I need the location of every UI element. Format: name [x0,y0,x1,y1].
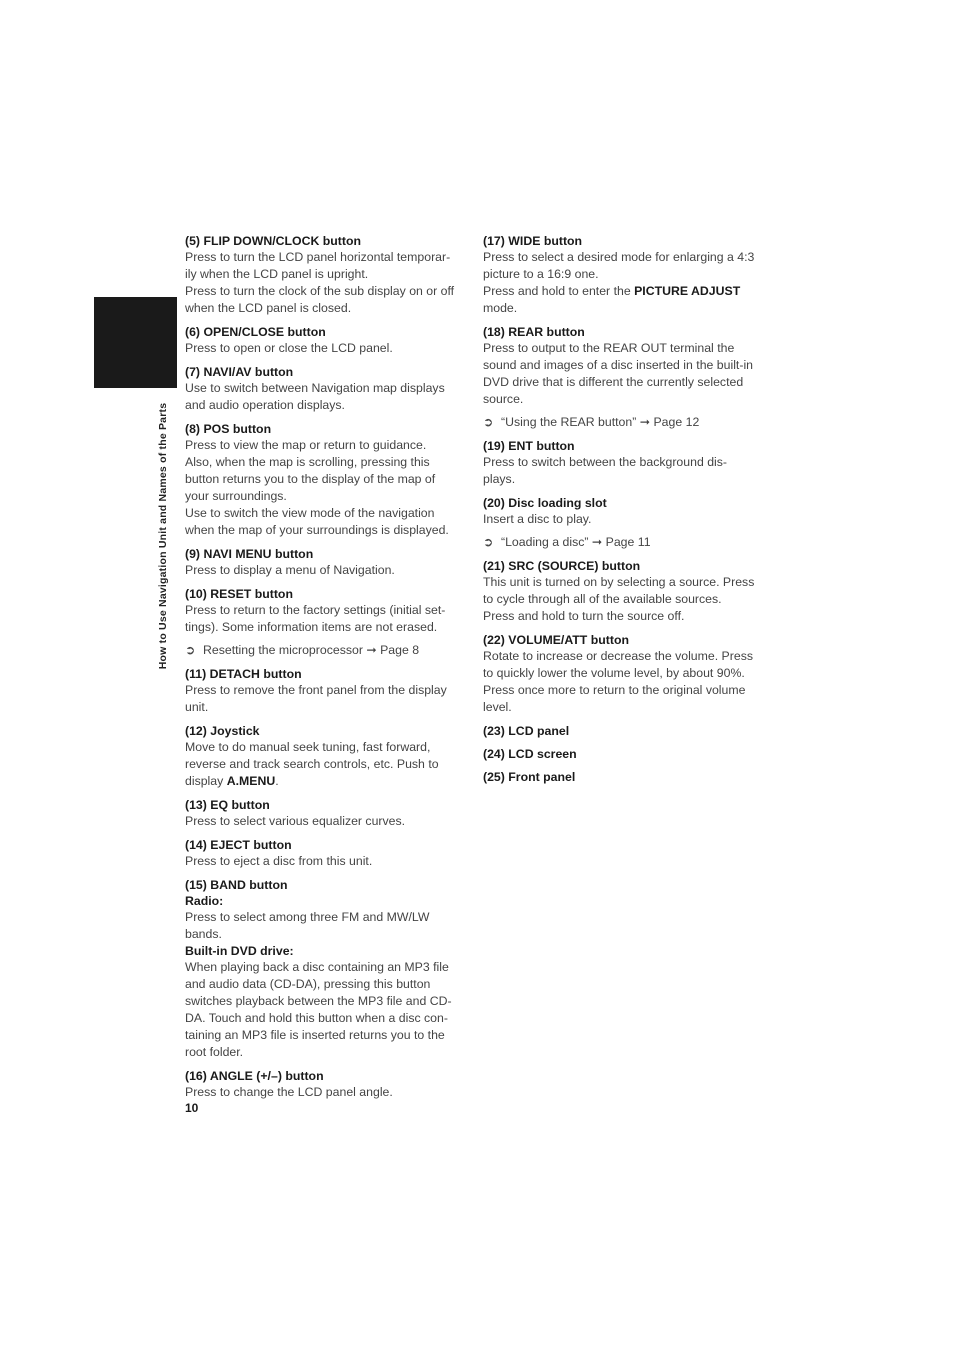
entry-name: FLIP DOWN/CLOCK [203,234,320,248]
entry-name: POS [203,422,230,436]
entry-item [185,234,459,317]
reference-text: “Using the REAR button” [501,415,637,429]
entry-text-body: Press to display a menu of Navigation. [185,563,395,577]
entry-suffix: button [281,1069,324,1083]
entry-text [185,249,459,283]
entry-name: LCD [508,747,534,761]
entry-suffix: button [245,878,288,892]
entry-item [185,667,459,716]
entry-text-body: Press to remove the front panel from the display unit. [185,683,447,714]
entry-heading [185,587,459,602]
entry-heading [483,559,757,574]
entry-text-body: Press to change the LCD panel angle. [185,1085,393,1099]
entry-suffix: button [229,422,272,436]
entry-text-body: Rotate to increase or decrease the volume. Press to quickly lower the volume level, by about 90%. Press once more to return to the original volume level. [483,649,753,714]
entry-name: ANGLE (+/–) [209,1069,282,1083]
entry-suffix: button [532,439,575,453]
entry-number: (8) [185,422,204,436]
entry-name: VOLUME/ATT [508,633,588,647]
entry-number: (22) [483,633,509,647]
entry-item [483,559,757,625]
entry-number: (19) [483,439,509,453]
entry-text [185,454,459,505]
entry-suffix: button [598,559,641,573]
entry-name: NAVI/AV [203,365,252,379]
entry-text-body: Also, when the map is scrolling, pressing this button returns you to the display of the map of your surroundings. [185,455,436,503]
entry-text-body: Press to turn the LCD panel horizontal temporar-ily when the LCD panel is upright. [185,250,451,281]
entry-text [185,562,459,579]
sub-heading: Radio: [185,894,224,908]
entry-suffix: button [284,325,326,339]
entry-number: (16) [185,1069,210,1083]
page-reference [483,414,757,431]
entry-item [483,747,757,762]
entry-number: (6) [185,325,204,339]
entry-heading [185,325,459,340]
entry-text-body: Press to switch between the background dis-plays. [483,455,728,486]
entry-text-body: Press and hold to turn the source off. [483,609,685,623]
entry-suffix: button [319,234,362,248]
entry-name: BAND [210,878,246,892]
entry-text [483,608,757,625]
entry-name: REAR [508,325,544,339]
entry-suffix: button [228,798,270,812]
entry-heading [483,747,757,762]
reference-page: ➞ Page 11 [591,535,651,549]
page-reference [483,534,757,551]
entry-number: (20) [483,496,509,510]
entry-text-body: Press to view the map or return to guidance. [185,438,427,452]
left-column [185,234,459,1109]
entry-heading [185,234,459,249]
entry-number: (15) [185,878,211,892]
entry-suffix: panel [533,724,570,738]
entry-item [185,422,459,539]
entry-text-body: Press to eject a disc from this unit. [185,854,373,868]
entry-suffix: button [259,667,302,681]
entry-number: (21) [483,559,509,573]
reference-text: Resetting the microprocessor [203,643,363,657]
entry-text [185,505,459,539]
entry-name: WIDE [508,234,541,248]
entry-text [185,340,459,357]
entry-text [185,283,459,317]
entry-text-body: Use to switch between Navigation map displays and audio operation displays. [185,381,445,412]
entry-name: NAVI MENU [203,547,272,561]
entry-heading [185,667,459,682]
entry-item [483,234,757,317]
entry-item [185,547,459,579]
entry-number: (23) [483,724,509,738]
page-reference [185,642,459,659]
entry-text-body: Press to select a desired mode for enlarging a 4:3 picture to a 16:9 one. [483,250,755,281]
entry-text [185,739,459,790]
entry-name: Disc loading slot [508,496,607,510]
entry-text-body: Insert a disc to play. [483,512,592,526]
entry-suffix: button [540,234,583,248]
entry-heading [483,234,757,249]
entry-suffix: panel [539,770,576,784]
entry-text [483,454,757,488]
entry-suffix: button [251,365,294,379]
reference-page: ➞ Page 12 [639,415,700,429]
entry-text [483,574,757,608]
entry-suffix: button [587,633,629,647]
entry-heading [483,724,757,739]
entry-text [483,249,757,283]
entry-name: Joystick [210,724,260,738]
entry-heading [185,1069,459,1084]
entry-suffix: button [543,325,585,339]
entry-item [483,325,757,431]
entry-suffix: button [249,838,292,852]
entry-number: (5) [185,234,204,248]
entry-heading [185,422,459,437]
entry-name: OPEN/CLOSE [203,325,285,339]
entry-text [185,380,459,414]
reference-arrow-icon: ➲ [483,535,494,549]
entry-text-body: Press to turn the clock of the sub display on or off when the LCD panel is closed. [185,284,455,315]
entry-heading [185,365,459,380]
entry-heading [185,878,459,893]
entry-text: Press to select among three FM and MW/LW bands. [185,910,430,941]
reference-arrow-icon: ➲ [483,415,494,429]
entry-item [483,496,757,551]
entry-suffix: button [271,547,314,561]
entry-text: When playing back a disc containing an MP3 file and audio data (CD-DA), pressing this button switches playback between the MP3 file and CD-DA. Touch and hold this button when a disc con-taining an MP3 file is inserted returns you to the root folder. [185,960,452,1059]
entry-text-bold: A.MENU [226,774,276,788]
entry-number: (25) [483,770,509,784]
reference-text: “Loading a disc” [501,535,589,549]
entry-heading [483,439,757,454]
entry-number: (11) [185,667,210,681]
entry-item [483,770,757,785]
entry-item [185,878,459,1061]
entry-number: (12) [185,724,211,738]
entry-text [483,283,757,317]
reference-page: ➞ Page 8 [366,643,420,657]
entry-text-body: This unit is turned on by selecting a source. Press to cycle through all of the available sources. [483,575,755,606]
entry-item [185,798,459,830]
entry-text [483,648,757,716]
entry-suffix: button [251,587,293,601]
entry-item [185,1069,459,1101]
section-title: How to Use Navigation Unit and Names of the Parts [157,402,169,670]
entry-heading [185,798,459,813]
entry-text-body: Press to open or close the LCD panel. [185,341,393,355]
entry-heading [483,325,757,340]
entry-text [185,602,459,636]
entry-text-bold: PICTURE ADJUST [634,284,741,298]
entry-number: (10) [185,587,211,601]
entry-item [185,325,459,357]
entry-item [185,838,459,870]
entry-text-body: Move to do manual seek tuning, fast forward, reverse and track search controls, etc. Push to display [185,740,439,788]
entry-text [185,853,459,870]
entry-text-tail: mode. [483,301,518,315]
entry-heading [185,838,459,853]
entry-text [185,682,459,716]
entry-heading [483,496,757,511]
entry-name: RESET [210,587,252,601]
entry-number: (7) [185,365,204,379]
entry-text [483,340,757,408]
chapter-label: Chapter 1 [247,603,265,675]
entry-name: SRC (SOURCE) [508,559,599,573]
entry-text-body: Press to select various equalizer curves. [185,814,406,828]
entry-item [185,724,459,790]
right-column [483,234,757,793]
entry-heading [483,770,757,785]
entry-number: (18) [483,325,509,339]
entry-item [483,633,757,716]
entry-text [185,813,459,830]
entry-name: ENT [508,439,533,453]
entry-text-body: Use to switch the view mode of the navigation when the map of your surroundings is displayed. [185,506,449,537]
page-number: 10 [185,1101,199,1115]
sub-heading: Built-in DVD drive: [185,944,294,958]
entry-name: DETACH [209,667,260,681]
entry-item [483,439,757,488]
entry-name: LCD [508,724,534,738]
entry-text [185,1084,459,1101]
entry-number: (14) [185,838,211,852]
entry-heading [185,547,459,562]
entry-number: (9) [185,547,204,561]
entry-text [185,437,459,454]
entry-text-body: Press to return to the factory settings (initial set-tings). Some information items are not erased. [185,603,446,634]
entry-item [185,365,459,414]
reference-arrow-icon: ➲ [185,643,196,657]
entry-text [483,511,757,528]
entry-suffix: screen [533,747,577,761]
entry-item [483,724,757,739]
entry-heading [483,633,757,648]
entry-text-body: Press and hold to enter the [483,284,635,298]
entry-heading [185,724,459,739]
entry-name: Front [508,770,540,784]
entry-text-tail: . [275,774,279,788]
entry-number: (24) [483,747,509,761]
entry-name: EQ [210,798,229,812]
entry-number: (13) [185,798,211,812]
entry-item [185,587,459,659]
entry-name: EJECT [210,838,250,852]
entry-number: (17) [483,234,509,248]
entry-text-body: Press to output to the REAR OUT terminal the sound and images of a disc inserted in the built-in DVD drive that is different the currently selected source. [483,341,754,406]
